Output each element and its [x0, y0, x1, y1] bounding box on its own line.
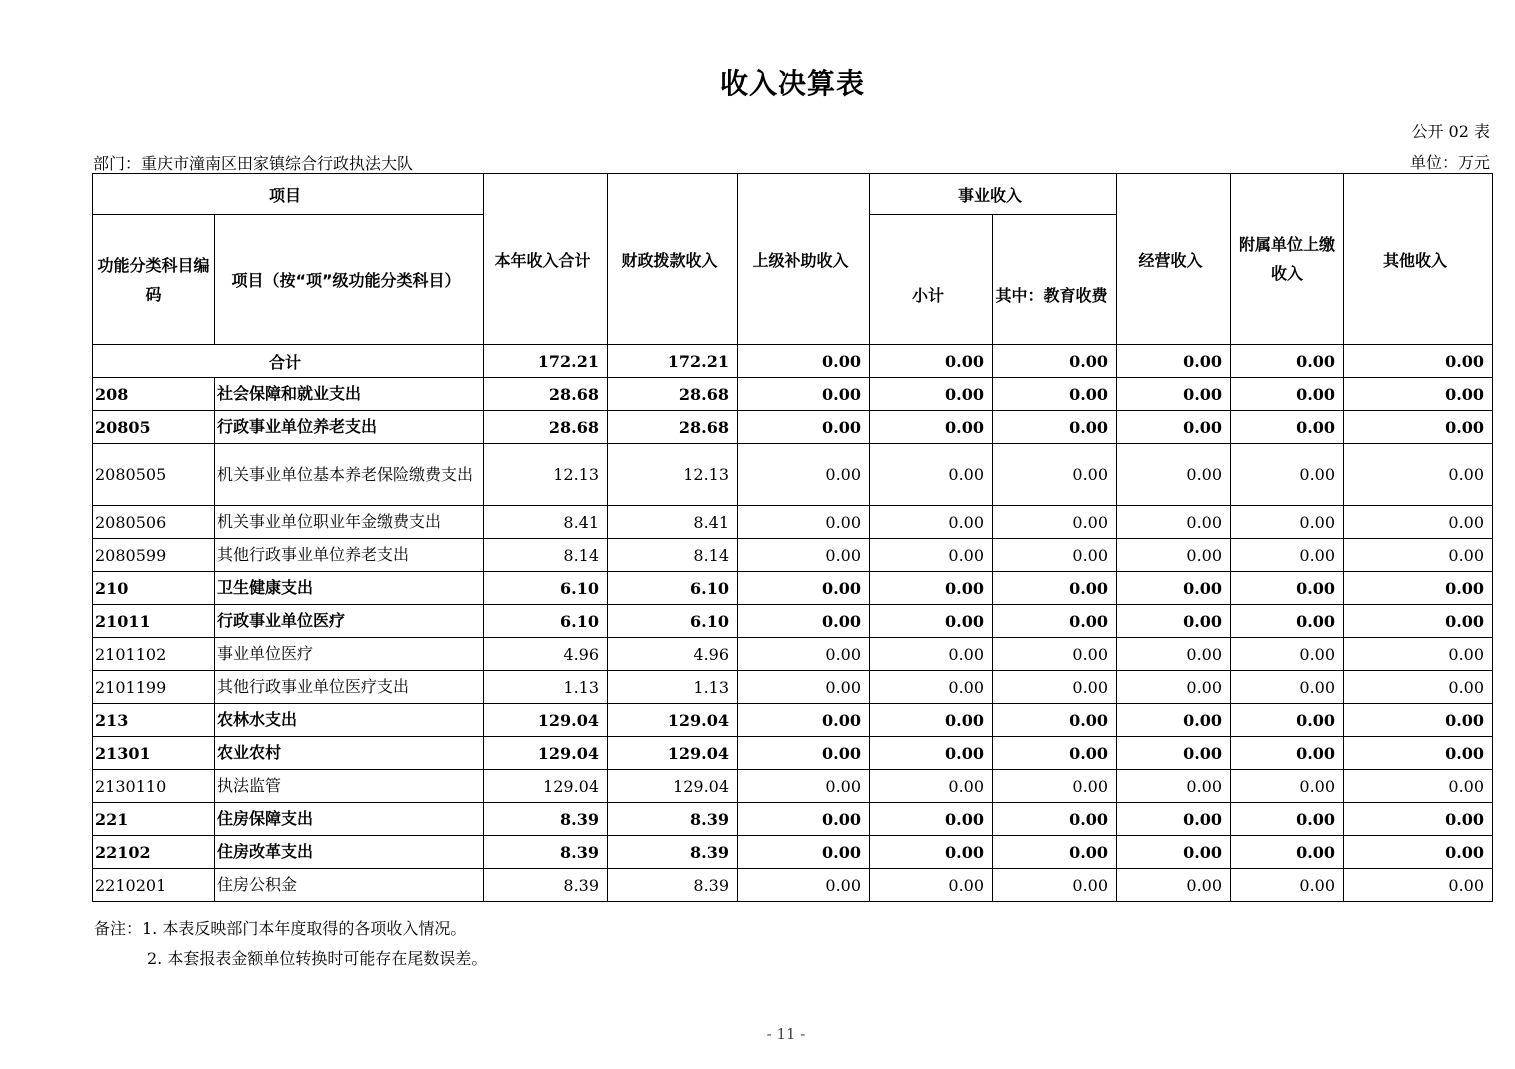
row-value: 0.00: [993, 539, 1117, 572]
row-value: 0.00: [738, 411, 870, 444]
row-code: 2130110: [93, 770, 215, 803]
note-line-1: 备注：1. 本表反映部门本年度取得的各项收入情况。: [94, 919, 467, 938]
table-row: [93, 836, 1493, 869]
row-value: 0.00: [870, 803, 993, 836]
row-value: 0.00: [1344, 704, 1493, 737]
row-value: 8.39: [608, 836, 738, 869]
income-table: [92, 173, 1493, 902]
row-code: 2101102: [93, 638, 215, 671]
row-value: 0.00: [1231, 671, 1344, 704]
row-code: 20805: [93, 411, 215, 444]
row-value: 0.00: [870, 572, 993, 605]
table-row: [93, 704, 1493, 737]
row-value: 129.04: [608, 770, 738, 803]
row-value: 28.68: [608, 378, 738, 411]
row-value: 0.00: [738, 572, 870, 605]
table-row: [93, 572, 1493, 605]
row-value: 0.00: [870, 605, 993, 638]
unit-label: 单位：万元: [1409, 153, 1490, 172]
row-code: 2080505: [93, 444, 215, 506]
total-value: 0.00: [1117, 345, 1231, 378]
row-value: 8.41: [484, 506, 608, 539]
department-label: 部门：重庆市潼南区田家镇综合行政执法大队: [93, 154, 414, 173]
row-value: 0.00: [870, 770, 993, 803]
total-value: 0.00: [738, 345, 870, 378]
header-superior-subsidy: 上级补助收入: [738, 174, 870, 345]
row-value: 0.00: [738, 378, 870, 411]
row-value: 8.14: [608, 539, 738, 572]
total-value: 0.00: [993, 345, 1117, 378]
row-value: 0.00: [993, 737, 1117, 770]
row-value: 0.00: [738, 539, 870, 572]
header-func-code: 功能分类科目编码: [93, 215, 215, 345]
row-value: 0.00: [1344, 770, 1493, 803]
row-value: 0.00: [738, 770, 870, 803]
row-value: 0.00: [1231, 836, 1344, 869]
row-value: 0.00: [1117, 572, 1231, 605]
row-name: 行政事业单位养老支出: [215, 411, 484, 444]
row-value: 0.00: [1117, 539, 1231, 572]
row-value: 8.41: [608, 506, 738, 539]
row-value: 129.04: [484, 770, 608, 803]
header-total-income: 本年收入合计: [484, 174, 608, 345]
total-value: 0.00: [870, 345, 993, 378]
row-code: 210: [93, 572, 215, 605]
row-value: 0.00: [1231, 770, 1344, 803]
row-value: 0.00: [1344, 572, 1493, 605]
row-value: 6.10: [484, 572, 608, 605]
row-value: 0.00: [1231, 572, 1344, 605]
row-value: 0.00: [1231, 411, 1344, 444]
row-value: 0.00: [1117, 803, 1231, 836]
row-value: 8.39: [484, 803, 608, 836]
row-value: 0.00: [1344, 411, 1493, 444]
row-name: 住房公积金: [215, 869, 484, 902]
row-value: 0.00: [738, 704, 870, 737]
page-title: 收入决算表: [719, 67, 865, 100]
row-value: 0.00: [1231, 506, 1344, 539]
row-value: 0.00: [738, 638, 870, 671]
row-value: 0.00: [870, 444, 993, 506]
row-value: 129.04: [608, 704, 738, 737]
row-value: 0.00: [1344, 605, 1493, 638]
row-code: 2080506: [93, 506, 215, 539]
total-label: 合计: [93, 345, 484, 378]
row-value: 0.00: [1117, 869, 1231, 902]
row-name: 执法监管: [215, 770, 484, 803]
row-value: 0.00: [1344, 671, 1493, 704]
row-value: 0.00: [1344, 737, 1493, 770]
row-code: 213: [93, 704, 215, 737]
note-line-2: 2. 本套报表金额单位转换时可能存在尾数误差。: [147, 949, 488, 968]
total-value: 172.21: [608, 345, 738, 378]
row-value: 0.00: [993, 803, 1117, 836]
row-value: 0.00: [1117, 605, 1231, 638]
page-number: - 11 -: [766, 1025, 806, 1043]
row-value: 0.00: [1344, 539, 1493, 572]
table-row: [93, 506, 1493, 539]
row-value: 0.00: [870, 539, 993, 572]
row-code: 22102: [93, 836, 215, 869]
row-name: 农林水支出: [215, 704, 484, 737]
header-project: 项目: [93, 174, 484, 215]
row-value: 0.00: [1231, 638, 1344, 671]
row-name: 其他行政事业单位医疗支出: [215, 671, 484, 704]
row-value: 8.39: [484, 836, 608, 869]
row-value: 0.00: [993, 836, 1117, 869]
row-value: 0.00: [870, 836, 993, 869]
row-value: 0.00: [738, 671, 870, 704]
row-value: 0.00: [993, 704, 1117, 737]
row-value: 28.68: [484, 411, 608, 444]
row-name: 住房改革支出: [215, 836, 484, 869]
row-value: 0.00: [1231, 605, 1344, 638]
row-value: 0.00: [1231, 803, 1344, 836]
header-affiliated: 附属单位上缴收入: [1231, 174, 1344, 345]
row-value: 0.00: [1344, 869, 1493, 902]
row-code: 21011: [93, 605, 215, 638]
row-value: 0.00: [870, 671, 993, 704]
row-value: 8.39: [608, 869, 738, 902]
row-value: 0.00: [1231, 704, 1344, 737]
table-row: [93, 605, 1493, 638]
row-value: 0.00: [1344, 378, 1493, 411]
row-value: 0.00: [993, 506, 1117, 539]
row-value: 0.00: [1231, 737, 1344, 770]
row-value: 0.00: [870, 378, 993, 411]
row-name: 事业单位医疗: [215, 638, 484, 671]
row-value: 0.00: [1117, 737, 1231, 770]
table-row: [93, 737, 1493, 770]
row-value: 0.00: [738, 444, 870, 506]
row-value: 0.00: [870, 506, 993, 539]
row-value: 129.04: [608, 737, 738, 770]
row-value: 129.04: [484, 737, 608, 770]
row-value: 129.04: [484, 704, 608, 737]
row-value: 8.39: [484, 869, 608, 902]
notes: [94, 914, 487, 974]
row-code: 2101199: [93, 671, 215, 704]
total-value: 0.00: [1231, 345, 1344, 378]
row-value: 28.68: [484, 378, 608, 411]
header-business-income: 事业收入: [870, 174, 1117, 215]
row-value: 0.00: [993, 572, 1117, 605]
row-name: 卫生健康支出: [215, 572, 484, 605]
table-row: [93, 638, 1493, 671]
row-value: 0.00: [1117, 836, 1231, 869]
row-value: 0.00: [993, 378, 1117, 411]
row-name: 行政事业单位医疗: [215, 605, 484, 638]
row-value: 8.14: [484, 539, 608, 572]
header-operating-income: 经营收入: [1117, 174, 1231, 345]
table-row: [93, 671, 1493, 704]
row-value: 0.00: [1344, 803, 1493, 836]
row-value: 0.00: [993, 638, 1117, 671]
row-value: 0.00: [1344, 638, 1493, 671]
row-value: 0.00: [1117, 444, 1231, 506]
total-value: 172.21: [484, 345, 608, 378]
row-code: 2080599: [93, 539, 215, 572]
row-name: 农业农村: [215, 737, 484, 770]
row-value: 0.00: [993, 671, 1117, 704]
row-value: 0.00: [1117, 411, 1231, 444]
row-name: 机关事业单位基本养老保险缴费支出: [215, 444, 484, 506]
table-row: [93, 539, 1493, 572]
row-value: 0.00: [870, 638, 993, 671]
row-value: 0.00: [738, 836, 870, 869]
row-value: 4.96: [484, 638, 608, 671]
form-number: 公开 02 表: [1411, 122, 1490, 141]
row-code: 208: [93, 378, 215, 411]
row-value: 0.00: [1344, 444, 1493, 506]
total-value: 0.00: [1344, 345, 1493, 378]
table-row: [93, 770, 1493, 803]
row-value: 0.00: [993, 605, 1117, 638]
row-value: 0.00: [1231, 869, 1344, 902]
row-value: 0.00: [1231, 539, 1344, 572]
row-value: 8.39: [608, 803, 738, 836]
row-value: 0.00: [1117, 638, 1231, 671]
row-code: 21301: [93, 737, 215, 770]
row-value: 0.00: [1117, 770, 1231, 803]
row-name: 社会保障和就业支出: [215, 378, 484, 411]
row-value: 0.00: [1231, 444, 1344, 506]
row-name: 机关事业单位职业年金缴费支出: [215, 506, 484, 539]
row-value: 6.10: [608, 605, 738, 638]
table-row: [93, 803, 1493, 836]
row-value: 0.00: [1344, 506, 1493, 539]
row-value: 0.00: [993, 869, 1117, 902]
row-value: 12.13: [484, 444, 608, 506]
row-value: 0.00: [738, 737, 870, 770]
row-value: 0.00: [738, 869, 870, 902]
table-row: [93, 378, 1493, 411]
header-fiscal: 财政拨款收入: [608, 174, 738, 345]
row-value: 0.00: [870, 704, 993, 737]
row-value: 0.00: [1117, 704, 1231, 737]
table-row: [93, 411, 1493, 444]
row-value: 6.10: [484, 605, 608, 638]
header-project-name: 项目（按“项”级功能分类科目）: [215, 215, 484, 345]
row-value: 0.00: [738, 506, 870, 539]
row-value: 0.00: [1344, 836, 1493, 869]
table-row: [93, 444, 1493, 506]
row-value: 0.00: [1231, 378, 1344, 411]
row-value: 0.00: [1117, 671, 1231, 704]
row-value: 0.00: [1117, 378, 1231, 411]
row-value: 6.10: [608, 572, 738, 605]
row-value: 4.96: [608, 638, 738, 671]
row-value: 0.00: [1117, 506, 1231, 539]
table-body: [93, 378, 1493, 902]
header-subtotal: 小计: [870, 215, 993, 345]
row-value: 0.00: [993, 411, 1117, 444]
row-value: 1.13: [484, 671, 608, 704]
row-value: 0.00: [738, 803, 870, 836]
row-value: 1.13: [608, 671, 738, 704]
row-name: 其他行政事业单位养老支出: [215, 539, 484, 572]
row-value: 12.13: [608, 444, 738, 506]
total-row: [93, 345, 1493, 378]
row-value: 28.68: [608, 411, 738, 444]
row-value: 0.00: [870, 411, 993, 444]
header-education-fee: 其中：教育收费: [993, 215, 1117, 345]
row-code: 221: [93, 803, 215, 836]
table-row: [93, 869, 1493, 902]
row-code: 2210201: [93, 869, 215, 902]
row-value: 0.00: [870, 869, 993, 902]
row-value: 0.00: [993, 444, 1117, 506]
header-other: 其他收入: [1344, 174, 1493, 345]
row-value: 0.00: [993, 770, 1117, 803]
row-value: 0.00: [870, 737, 993, 770]
row-name: 住房保障支出: [215, 803, 484, 836]
row-value: 0.00: [738, 605, 870, 638]
